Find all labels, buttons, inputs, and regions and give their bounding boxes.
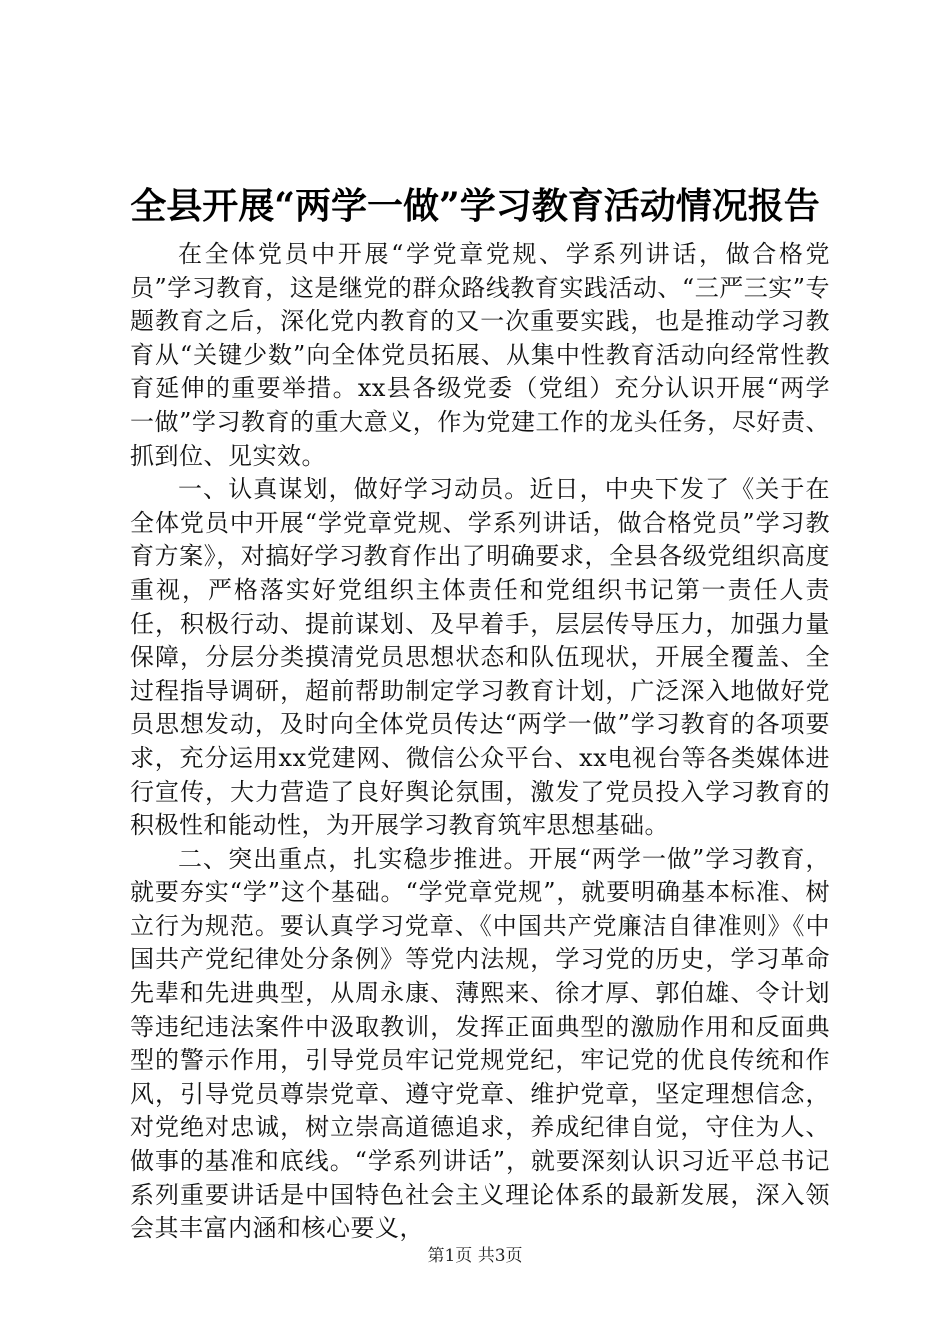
- paragraph-section-1: 一、认真谋划，做好学习动员。近日，中央下发了《关于在全体党员中开展“学党章党规、学系列讲话，做合格党员”学习教育方案》，对搞好学习教育作出了明确要求，全县各级党组织高度重视，严格落实好党组织主体责任和党组织书记第一责任人责任，积极行动、提前谋划、及早着手，层层传导压力，加强力量保障，分层分类摸清党员思想状态和队伍现状，开展全覆盖、全过程指导调研，超前帮助制定学习教育计划，广泛深入地做好党员思想发动，及时向全体党员传达“两学一做”学习教育的各项要求，充分运用xx党建网、微信公众平台、xx电视台等各类媒体进行宣传，大力营造了良好舆论氛围，激发了党员投入学习教育的积极性和能动性，为开展学习教育筑牢思想基础。: [130, 475, 830, 840]
- paragraph-section-2: 二、突出重点，扎实稳步推进。开展“两学一做”学习教育，就要夯实“学”这个基础。“学党章党规”，就要明确基本标准、树立行为规范。要认真学习党章、《中国共产党廉洁自律准则》《中国共产党纪律处分条例》等党内法规，学习党的历史，学习革命先辈和先进典型，从周永康、薄熙来、徐才厚、郭伯雄、令计划等违纪违法案件中汲取教训，发挥正面典型的激励作用和反面典型的警示作用，引导党员牢记党规党纪，牢记党的优良传统和作风，引导党员尊崇党章、遵守党章、维护党章，坚定理想信念，对党绝对忠诚，树立崇高道德追求，养成纪律自觉，守住为人、做事的基准和底线。“学系列讲话”，就要深刻认识习近平总书记系列重要讲话是中国特色社会主义理论体系的最新发展，深入领会其丰富内涵和核心要义，: [130, 844, 830, 1243]
- paragraph-intro: 在全体党员中开展“学党章党规、学系列讲话，做合格党员”学习教育，这是继党的群众路线教育实践活动、“三严三实”专题教育之后，深化党内教育的又一次重要实践，也是推动学习教育从“关键少数”向全体党员拓展、从集中性教育活动向经常性教育延伸的重要举措。xx县各级党委（党组）充分认识开展“两学一做”学习教育的重大意义，作为党建工作的龙头任务，尽好责、抓到位、见实效。: [130, 240, 830, 470]
- document-body: [130, 238, 830, 1246]
- page-number-footer: 第1页 共3页: [427, 1246, 523, 1266]
- document-title: 全县开展“两学一做”学习教育活动情况报告: [130, 185, 820, 227]
